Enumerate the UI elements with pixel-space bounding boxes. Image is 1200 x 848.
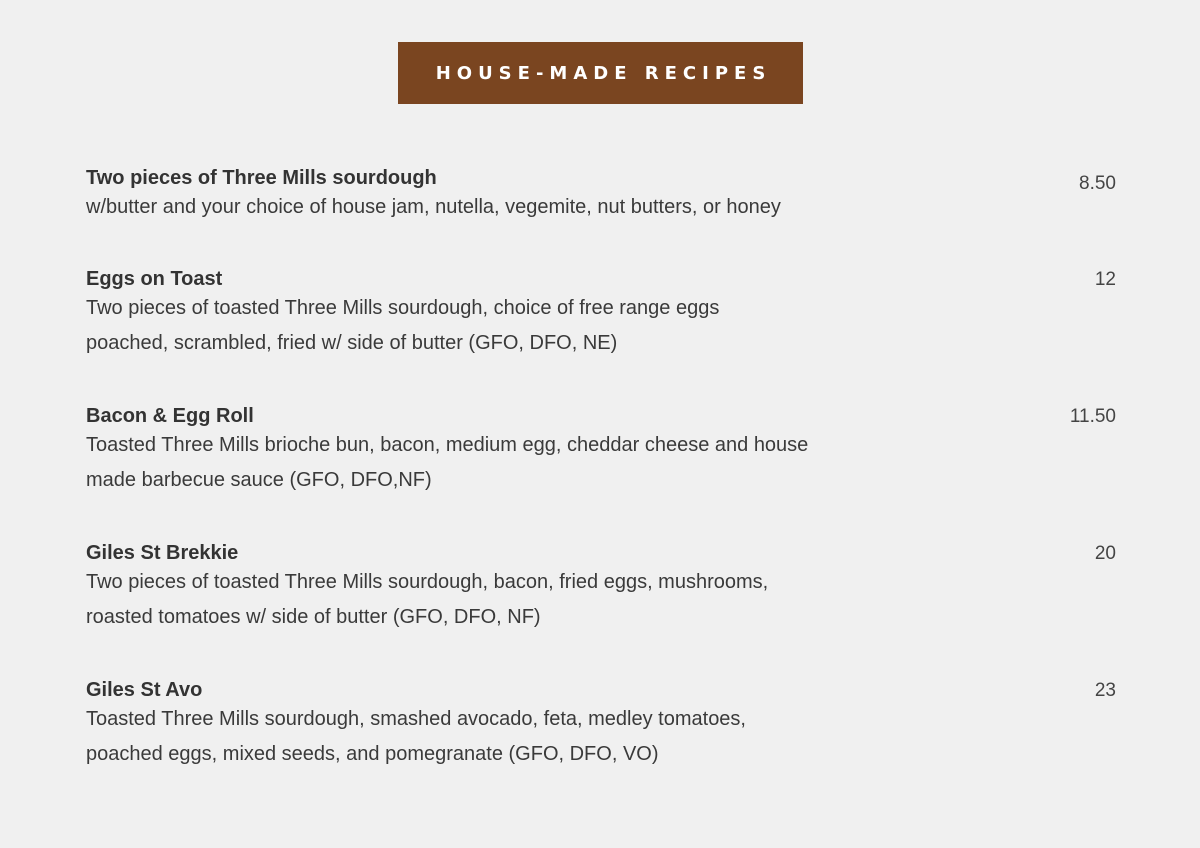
menu-item-description xyxy=(86,565,768,635)
menu-item-price: 20 xyxy=(1094,543,1116,564)
menu-item-description-line: Toasted Three Mills sourdough, smashed avocado, feta, medley tomatoes, xyxy=(86,708,746,730)
menu-item-description-line: Toasted Three Mills brioche bun, bacon, medium egg, cheddar cheese and house xyxy=(86,434,809,456)
menu-item-description xyxy=(86,702,746,772)
menu-item xyxy=(86,678,1116,776)
menu-item-description-line: Two pieces of toasted Three Mills sourdough, bacon, fried eggs, mushrooms, xyxy=(86,571,769,593)
menu-item xyxy=(86,404,1116,502)
header-banner xyxy=(398,42,803,104)
menu-item-description-line: Two pieces of toasted Three Mills sourdough, choice of free range eggs xyxy=(86,297,720,319)
menu-item xyxy=(86,267,1116,365)
menu-item-price: 12 xyxy=(1094,269,1116,290)
menu-item-description xyxy=(86,428,808,498)
menu-item-description-line: roasted tomatoes w/ side of butter (GFO, DFO, NF) xyxy=(86,606,541,628)
menu-item-name: Eggs on Toast xyxy=(86,268,223,290)
menu-item-description-line: w/butter and your choice of house jam, nutella, vegemite, nut butters, or honey xyxy=(86,196,781,218)
menu-item-price: 8.50 xyxy=(1079,173,1116,194)
menu-item-description-line: made barbecue sauce (GFO, DFO,NF) xyxy=(86,469,432,491)
menu-item-description xyxy=(86,190,781,225)
menu-item-description-line: poached eggs, mixed seeds, and pomegranate (GFO, DFO, VO) xyxy=(86,743,659,765)
menu-item-name: Bacon & Egg Roll xyxy=(86,405,254,427)
menu-item-name: Two pieces of Three Mills sourdough xyxy=(86,167,437,189)
menu-item-name: Giles St Brekkie xyxy=(86,542,239,564)
menu-item xyxy=(86,541,1116,639)
menu-item-price: 23 xyxy=(1094,680,1116,701)
menu-item-description-line: poached, scrambled, fried w/ side of butter (GFO, DFO, NE) xyxy=(86,332,618,354)
menu-item xyxy=(86,166,1116,228)
menu-item-name: Giles St Avo xyxy=(86,679,203,701)
page-title: HOUSE-MADE RECIPES xyxy=(435,62,772,84)
menu-item-price: 11.50 xyxy=(1069,406,1116,427)
menu-item-description xyxy=(86,291,719,361)
